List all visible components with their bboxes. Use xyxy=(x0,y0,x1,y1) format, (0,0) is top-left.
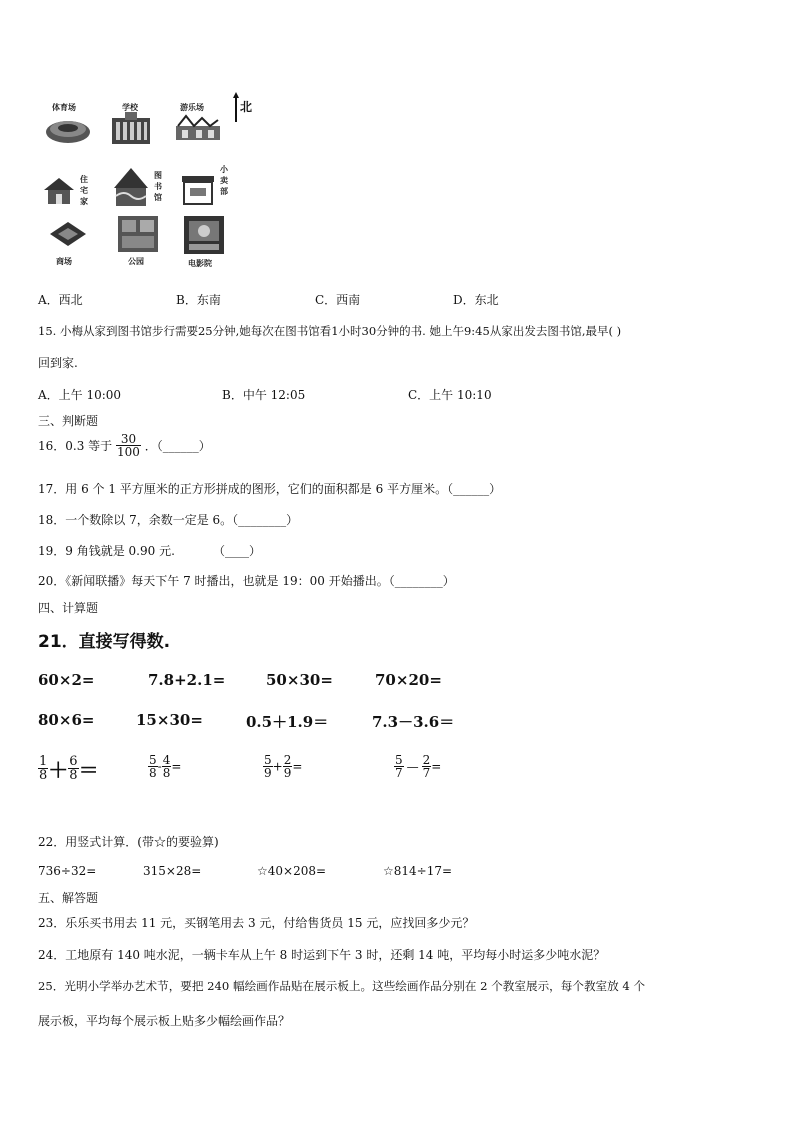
north-arrow-icon xyxy=(232,92,236,120)
q22-title: 22．用竖式计算．(带☆的要验算) xyxy=(38,835,219,849)
frac-1-a-den: 8 xyxy=(39,768,48,783)
q21-title: 21．直接写得数. xyxy=(38,632,171,652)
shop-icon xyxy=(180,172,216,209)
label-xuexiao: 学校 xyxy=(122,102,138,112)
q20: 20．《新闻联播》每天下午 7 时播出，也就是 19：00 开始播出。（________） xyxy=(38,574,455,588)
north-label: 北 xyxy=(240,100,253,114)
amusement-park-icon xyxy=(176,112,220,145)
frac-3-a-num: 5 xyxy=(264,753,272,767)
label-gongyuan: 公园 xyxy=(128,256,144,266)
calc-2-3: 0.5＋1.9＝ xyxy=(246,713,329,731)
cinema-icon xyxy=(184,216,224,257)
frac-4-b-den: 7 xyxy=(422,766,431,780)
label-tushuguan-text: 图书馆 xyxy=(154,170,162,202)
school-icon xyxy=(110,110,152,149)
map-figure xyxy=(38,90,263,275)
label-zhuzhai-text: 住宅家 xyxy=(80,174,88,206)
park-icon xyxy=(118,216,158,255)
frac-item-4 xyxy=(394,754,441,779)
frac-2-b-num: 4 xyxy=(162,753,171,767)
frac-1-eq: ＝ xyxy=(78,758,99,782)
q22-item-4: ☆814÷17= xyxy=(383,864,453,878)
q16-num: 30 xyxy=(116,433,141,446)
q14-option-a: A．西北 xyxy=(38,293,83,307)
label-youlechang: 游乐场 xyxy=(180,102,204,112)
label-xiaomaibu xyxy=(220,164,230,197)
q16-prefix: 16．0.3 等于 xyxy=(38,439,113,453)
frac-2-eq: = xyxy=(171,759,182,774)
frac-item-2 xyxy=(148,754,181,779)
frac-3-b-num: 2 xyxy=(283,753,292,767)
frac-1-b-num: 6 xyxy=(69,754,78,769)
calc-2-4: 7.3－3.6＝ xyxy=(372,713,455,731)
calc-2-1: 80×6= xyxy=(38,711,95,729)
frac-4-a-num: 5 xyxy=(395,753,403,767)
frac-2-op: - xyxy=(157,759,162,774)
q22-item-3: ☆40×208= xyxy=(257,864,327,878)
q15-line1: 15. 小梅从家到图书馆步行需要25分钟,她每次在图书馆看1小时30分钟的书. 她上午9:45从家出发去图书馆,最早( ) xyxy=(38,324,622,338)
q14-option-b: B．东南 xyxy=(176,293,221,307)
frac-4-a-den: 7 xyxy=(395,766,403,780)
label-tiyuchang: 体育场 xyxy=(52,102,76,112)
q14-option-c: C．西南 xyxy=(315,293,361,307)
frac-1-op: ＋ xyxy=(48,758,69,782)
calc-row-1 xyxy=(38,671,758,691)
q16-fraction xyxy=(116,433,141,458)
label-dianyingyuan: 电影院 xyxy=(188,258,212,268)
q14-option-d: D．东北 xyxy=(453,293,499,307)
q16-suffix: ．（______） xyxy=(144,439,211,453)
label-zhuzhai xyxy=(80,174,90,207)
frac-4-b-num: 2 xyxy=(422,753,431,767)
frac-3-a-den: 9 xyxy=(264,766,272,780)
q15-option-a: A．上午 10:00 xyxy=(38,388,122,402)
frac-2-a-den: 8 xyxy=(149,766,157,780)
section-4-title: 四、计算题 xyxy=(38,601,99,615)
q22-item-1: 736÷32= xyxy=(38,864,97,878)
house-icon xyxy=(42,176,76,209)
q25-line2: 展示板，平均每个展示板上贴多少幅绘画作品？ xyxy=(38,1014,291,1028)
calc-row-2 xyxy=(38,711,758,731)
label-tushuguan xyxy=(154,170,164,203)
q24: 24．工地原有 140 吨水泥，一辆卡车从上午 8 时运到下午 3 时，还剩 14 吨，平均每小时运多少吨水泥？ xyxy=(38,948,606,962)
frac-item-3 xyxy=(263,754,302,779)
q22-item-2: 315×28= xyxy=(143,864,202,878)
frac-1-a-num: 1 xyxy=(39,754,48,769)
q23: 23．乐乐买书用去 11 元，买钢笔用去 3 元，付给售货员 15 元，应找回多少元？ xyxy=(38,916,475,930)
frac-item-1 xyxy=(38,754,99,783)
section-3-title: 三、判断题 xyxy=(38,414,99,428)
mall-icon xyxy=(48,220,88,255)
q15-option-b: B．中午 12:05 xyxy=(222,388,306,402)
frac-4-eq: = xyxy=(431,759,442,774)
frac-2-b-den: 8 xyxy=(162,766,171,780)
calc-1-2: 7.8+2.1= xyxy=(148,671,226,689)
calc-2-2: 15×30= xyxy=(136,711,203,729)
q16-den: 100 xyxy=(117,445,140,459)
q16 xyxy=(38,433,211,458)
library-icon xyxy=(110,166,152,213)
stadium-icon xyxy=(44,112,92,149)
calc-1-1: 60×2= xyxy=(38,671,95,689)
q15-line2: 回到家. xyxy=(38,356,78,370)
q15-option-c: C．上午 10:10 xyxy=(408,388,492,402)
q17: 17．用 6 个 1 平方厘米的正方形拼成的图形，它们的面积都是 6 平方厘米。（______） xyxy=(38,482,502,496)
calc-1-4: 70×20= xyxy=(375,671,442,689)
q25-line1: 25．光明小学举办艺术节，要把 240 幅绘画作品贴在展示板上。这些绘画作品分别在 2 个教室展示，每个教室放 4 个 xyxy=(38,979,646,993)
frac-3-op: + xyxy=(272,759,283,774)
frac-1-b-den: 8 xyxy=(69,768,78,783)
q19: 19．9 角钱就是 0.90 元. （____） xyxy=(38,544,262,558)
q18: 18．一个数除以 7，余数一定是 6。（________） xyxy=(38,513,299,527)
calc-1-3: 50×30= xyxy=(266,671,333,689)
frac-4-op: — xyxy=(406,759,419,774)
frac-3-eq: = xyxy=(292,759,303,774)
frac-3-b-den: 9 xyxy=(283,766,292,780)
frac-2-a-num: 5 xyxy=(149,753,157,767)
label-shangchang: 商场 xyxy=(56,256,72,266)
section-5-title: 五、解答题 xyxy=(38,891,99,905)
label-xiaomaibu-text: 小卖部 xyxy=(220,164,228,196)
